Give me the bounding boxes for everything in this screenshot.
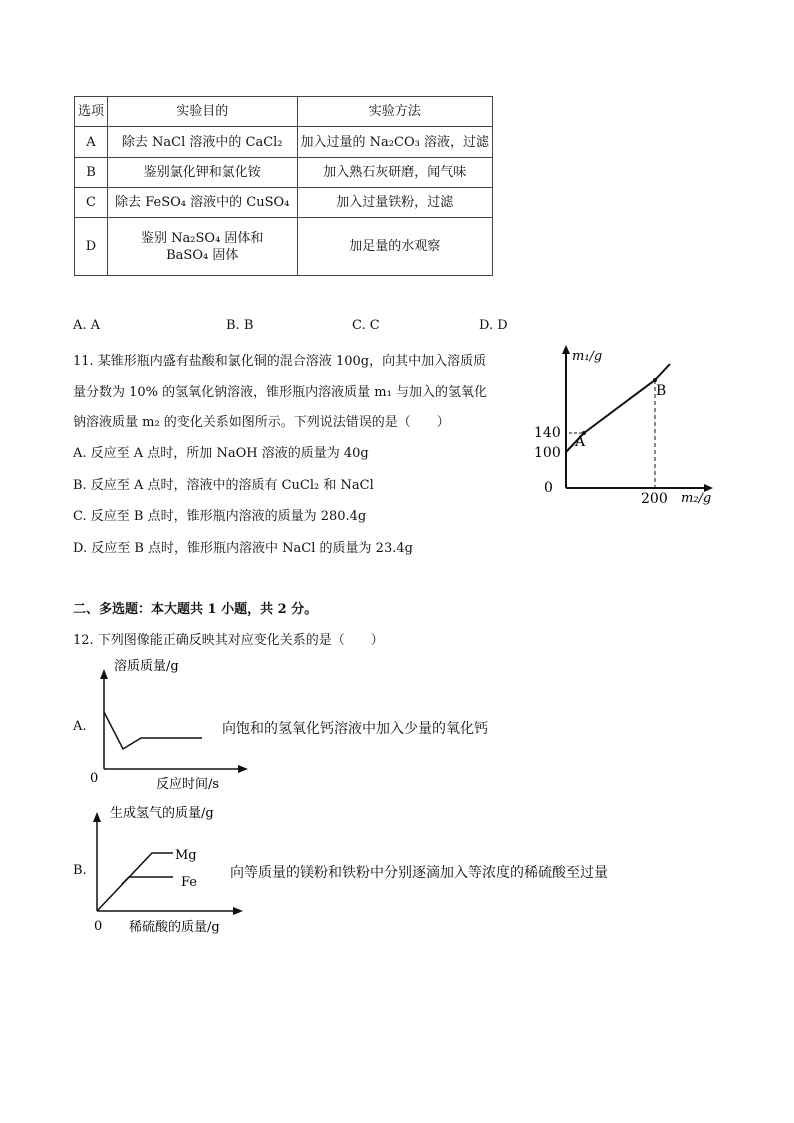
x-axis-label: 稀硫酸的质量/g	[129, 920, 220, 935]
solute-mass-curve	[104, 712, 202, 749]
series-label-fe: Fe	[181, 875, 198, 890]
table-header-row	[75, 97, 493, 127]
q11-option-b[interactable]: B. 反应至 A 点时，溶液中的溶质有 CuCl₂ 和 NaCl	[73, 478, 374, 493]
q11-option-c[interactable]: C. 反应至 B 点时，锥形瓶内溶液的质量为 280.4g	[73, 509, 367, 524]
q10-option-b[interactable]: B. B	[226, 318, 254, 333]
mg-curve	[97, 853, 173, 911]
x-tick-label: 200	[641, 491, 668, 507]
table-row	[75, 218, 493, 276]
table-header-cell: 选项	[75, 97, 108, 127]
segment-a-b	[584, 380, 655, 433]
y-axis-label: 生成氢气的质量/g	[110, 806, 214, 821]
q11-option-d[interactable]: D. 反应至 B 点时，锥形瓶内溶液中 NaCl 的质量为 23.4g	[73, 541, 413, 556]
q12-option-b-label[interactable]: B.	[73, 863, 87, 878]
table-row	[75, 127, 493, 158]
q12-stem: 12. 下列图像能正确反映其对应变化关系的是（ ）	[73, 633, 384, 648]
q11-graph	[520, 340, 730, 515]
table-cell: A	[75, 127, 108, 158]
y-tick-label: 0	[544, 480, 553, 496]
x-axis-arrow	[238, 765, 248, 773]
table-cell: D	[75, 218, 108, 276]
table-cell: 除去 FeSO₄ 溶液中的 CuSO₄	[107, 188, 297, 218]
point-b-marker	[653, 378, 657, 382]
table-cell: 加足量的水观察	[297, 218, 492, 276]
fe-curve	[122, 877, 173, 884]
section-heading: 二、多选题：本大题共 1 小题，共 2 分。	[73, 602, 318, 617]
table-cell: 鉴别 Na₂SO₄ 固体和 BaSO₄ 固体	[107, 218, 297, 276]
segment-after-b	[655, 364, 670, 380]
table-cell: 加入过量铁粉，过滤	[297, 188, 492, 218]
q12-b-graph	[85, 800, 245, 940]
origin-label: 0	[90, 771, 99, 786]
table-cell: 除去 NaCl 溶液中的 CaCl₂	[107, 127, 297, 158]
q10-option-a[interactable]: A. A	[73, 318, 101, 333]
q10-option-d[interactable]: D. D	[479, 318, 508, 333]
q11-stem-line: 量分数为 10% 的氢氧化钠溶液，锥形瓶内溶液质量 m₁ 与加入的氢氧化	[73, 385, 487, 400]
y-axis-arrow	[93, 812, 101, 822]
y-tick-label: 100	[534, 445, 561, 461]
y-tick-label: 140	[534, 425, 561, 441]
point-b-label: B	[656, 383, 667, 399]
table-header-cell: 实验方法	[297, 97, 492, 127]
y-axis-arrow	[100, 669, 108, 679]
q12-a-description: 向饱和的氢氧化钙溶液中加入少量的氧化钙	[222, 721, 488, 737]
x-axis-label: m₂/g	[681, 491, 712, 506]
experiment-table	[74, 96, 493, 276]
q11-option-a[interactable]: A. 反应至 A 点时，所加 NaOH 溶液的质量为 40g	[73, 446, 369, 461]
y-axis-arrow	[562, 345, 570, 354]
table-cell: C	[75, 188, 108, 218]
q12-b-description: 向等质量的镁粉和铁粉中分别逐滴加入等浓度的稀硫酸至过量	[230, 865, 608, 881]
q11-stem-line: 钠溶液质量 m₂ 的变化关系如图所示。下列说法错误的是（ ）	[73, 415, 450, 430]
table-cell: 加入熟石灰研磨，闻气味	[297, 158, 492, 188]
table-row	[75, 158, 493, 188]
q11-stem-line: 11. 某锥形瓶内盛有盐酸和氯化铜的混合溶液 100g，向其中加入溶质质	[73, 354, 487, 369]
y-axis-label: m₁/g	[572, 349, 603, 364]
table-cell: B	[75, 158, 108, 188]
origin-label: 0	[94, 919, 103, 934]
series-label-mg: Mg	[175, 848, 197, 863]
table-header-cell: 实验目的	[107, 97, 297, 127]
table-row	[75, 188, 493, 218]
q12-option-a-label[interactable]: A.	[73, 719, 87, 734]
point-a-label: A	[575, 434, 586, 450]
x-axis-arrow	[233, 907, 243, 915]
table-cell: 加入过量的 Na₂CO₃ 溶液，过滤	[297, 127, 492, 158]
q10-option-c[interactable]: C. C	[352, 318, 380, 333]
y-axis-label: 溶质质量/g	[114, 659, 179, 674]
x-axis-label: 反应时间/s	[156, 777, 220, 792]
table-cell: 鉴别氯化钾和氯化铵	[107, 158, 297, 188]
